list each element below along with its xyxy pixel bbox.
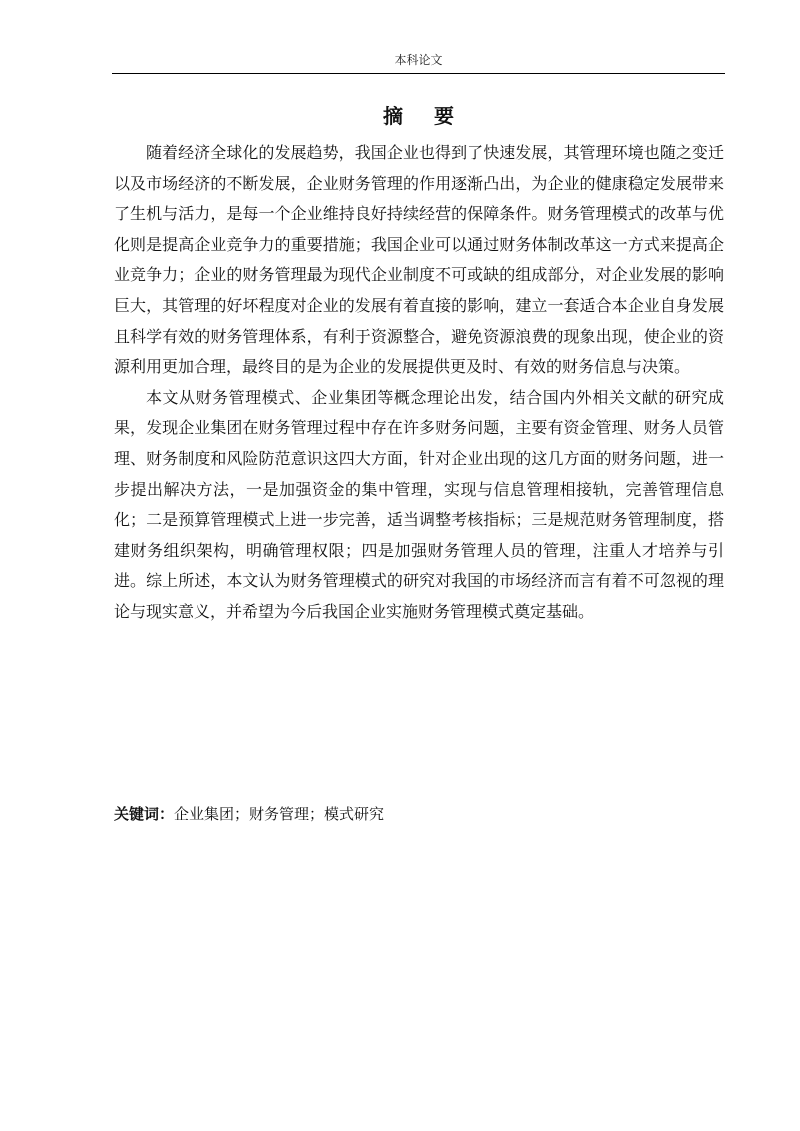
keywords-line bbox=[114, 803, 724, 825]
abstract-title: 摘 要 bbox=[383, 104, 466, 128]
keywords-label: 关键词： bbox=[114, 805, 175, 823]
running-header: 本科论文 bbox=[394, 53, 443, 67]
abstract-paragraph-2: 本文从财务管理模式、企业集团等概念理论出发，结合国内外相关文献的研究成果，发现企业集团在财务管理过程中存在许多财务问题，主要有资金管理、财务人员管理、财务制度和风险防范意识这四大方面，针对企业出现的这几方面的财务问题，进一步提出解决方法，一是加强资金的集中管理，实现与信息管理相接轨，完善管理信息化；二是预算管理模式上进一步完善，适当调整考核指标；三是规范财务管理制度，搭建财务组织架构，明确管理权限；四是加强财务管理人员的管理，注重人才培养与引进。综上所述，本文认为财务管理模式的研究对我国的市场经济而言有着不可忽视的理论与现实意义，并希望为今后我国企业实施财务管理模式奠定基础。 bbox=[114, 387, 724, 621]
header-rule bbox=[112, 73, 725, 74]
keywords-text: 企业集团；财务管理；模式研究 bbox=[174, 805, 385, 823]
abstract-body bbox=[114, 138, 724, 628]
abstract-paragraph-1: 随着经济全球化的发展趋势，我国企业也得到了快速发展，其管理环境也随之变迁以及市场经济的不断发展，企业财务管理的作用逐渐凸出，为企业的健康稳定发展带来了生机与活力，是每一个企业维持良好持续经营的保障条件。财务管理模式的改革与优化则是提高企业竞争力的重要措施；我国企业可以通过财务体制改革这一方式来提高企业竞争力；企业的财务管理最为现代企业制度不可或缺的组成部分，对企业发展的影响巨大，其管理的好坏程度对企业的发展有着直接的影响，建立一套适合本企业自身发展且科学有效的财务管理体系，有利于资源整合，避免资源浪费的现象出现，使企业的资源利用更加合理，最终目的是为企业的发展提供更及时、有效的财务信息与决策。 bbox=[114, 143, 724, 377]
